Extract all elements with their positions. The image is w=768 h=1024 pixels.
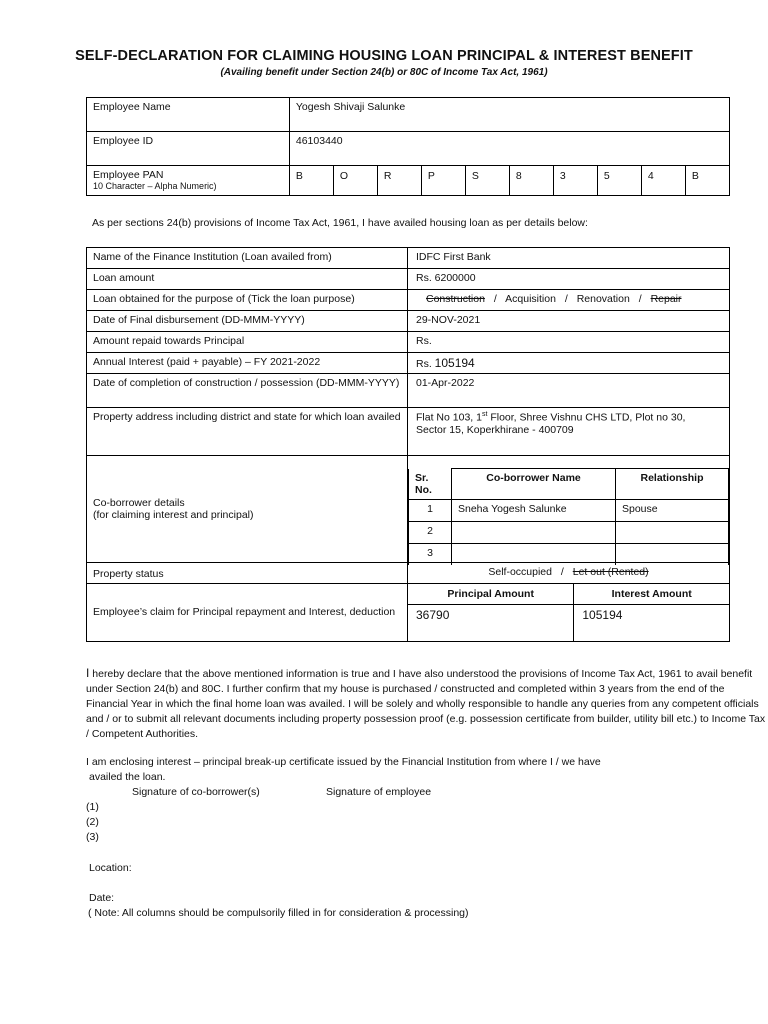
purpose-repair[interactable]: Repair [650,293,682,305]
property-status-label: Property status [87,563,408,584]
signature-item-3: (3) [86,831,99,843]
pan-char-9[interactable]: 4 [641,166,685,196]
pan-label-text: Employee PAN [93,169,164,181]
signature-item-2: (2) [86,816,99,828]
enclosing-line-1: I am enclosing interest – principal break-up certificate issued by the Financial Institution from where I / we have [86,756,601,768]
claim-label: Employee’s claim for Principal repayment and Interest, deduction [87,584,408,642]
coborrower-label-line2: (for claiming interest and principal) [93,509,254,521]
completion-label: Date of completion of construction / possession (DD-MMM-YYYY) [87,374,408,408]
separator: / [560,566,564,578]
pan-char-4[interactable]: P [421,166,465,196]
employee-name-value[interactable]: Yogesh Shivaji Salunke [289,98,729,132]
separator: / [564,293,568,305]
location-label: Location: [89,862,132,874]
purpose-acquisition[interactable]: Acquisition [505,293,556,305]
claim-cell [408,584,730,642]
cob-row-3-sr: 3 [409,543,452,565]
property-status-options [408,563,730,584]
cob-row-2-sr: 2 [409,521,452,543]
cob-row-1-sr: 1 [409,499,452,521]
intro-text: As per sections 24(b) provisions of Income Tax Act, 1961, I have availed housing loan as per details below: [92,217,588,229]
pan-char-5[interactable]: S [465,166,509,196]
disbursement-value[interactable]: 29-NOV-2021 [408,311,730,332]
employee-id-label: Employee ID [87,132,290,166]
pan-char-7[interactable]: 3 [553,166,597,196]
declaration-first-letter: I [86,666,90,680]
cob-row-2-relationship[interactable] [616,521,729,543]
employee-id-value[interactable]: 46103440 [289,132,729,166]
pan-char-3[interactable]: R [377,166,421,196]
address-line2: Sector 15, Koperkhirane - 400709 [416,423,574,436]
annual-interest-value[interactable] [408,353,730,374]
address-label: Property address including district and state for which loan availed [87,408,408,456]
address-value[interactable] [408,408,730,456]
cob-row-1-name[interactable]: Sneha Yogesh Salunke [452,499,616,521]
institution-label: Name of the Finance Institution (Loan availed from) [87,248,408,269]
pan-char-8[interactable]: 5 [597,166,641,196]
pan-char-2[interactable]: O [333,166,377,196]
cob-row-1-relationship[interactable]: Spouse [616,499,729,521]
loan-amount-value[interactable]: Rs. 6200000 [408,269,730,290]
purpose-construction[interactable]: Construction [426,293,485,305]
pan-char-6[interactable]: 8 [509,166,553,196]
interest-amount: 105194 [434,356,475,370]
purpose-options [408,290,730,311]
claim-interest-value[interactable]: 105194 [574,604,729,641]
cob-header-relationship: Relationship [616,469,729,500]
coborrower-table [408,468,729,565]
annual-interest-label: Annual Interest (paid + payable) – FY 2021-2022 [87,353,408,374]
pan-format-note: 10 Character – Alpha Numeric) [93,181,217,191]
claim-header-principal: Principal Amount [408,584,574,604]
institution-value[interactable]: IDFC First Bank [408,248,730,269]
status-let-out[interactable]: Let out (Rented) [572,566,649,578]
claim-table [408,584,729,641]
signature-item-1: (1) [86,801,99,813]
claim-header-interest: Interest Amount [574,584,729,604]
employee-table [86,97,730,196]
enclosing-line-2: availed the loan. [89,771,166,783]
disbursement-label: Date of Final disbursement (DD-MMM-YYYY) [87,311,408,332]
employee-name-label: Employee Name [87,98,290,132]
date-label: Date: [89,892,115,904]
address-line1-b: Floor, Shree Vishnu CHS LTD, Plot no 30, [487,411,686,424]
claim-principal-value[interactable]: 36790 [408,604,574,641]
separator: / [493,293,497,305]
status-self-occupied[interactable]: Self-occupied [488,566,552,578]
employee-pan-label [87,166,290,196]
signature-coborrower-label: Signature of co-borrower(s) [132,786,260,798]
form-title: SELF-DECLARATION FOR CLAIMING HOUSING LOAN PRINCIPAL & INTEREST BENEFIT [75,48,693,64]
form-subtitle: (Availing benefit under Section 24(b) or 80C of Income Tax Act, 1961) [220,67,548,78]
note-text: ( Note: All columns should be compulsorily filled in for consideration & processing) [88,907,469,919]
principal-repaid-value[interactable]: Rs. [408,332,730,353]
pan-char-1[interactable]: B [289,166,333,196]
principal-repaid-label: Amount repaid towards Principal [87,332,408,353]
purpose-label: Loan obtained for the purpose of (Tick the loan purpose) [87,290,408,311]
signature-employee-label: Signature of employee [326,786,432,798]
completion-value[interactable]: 01-Apr-2022 [408,374,730,408]
cob-header-name: Co-borrower Name [452,469,616,500]
coborrower-label [87,456,408,563]
cob-header-sr: Sr. No. [409,469,452,500]
declaration-paragraph [86,666,766,742]
coborrower-label-line1: Co-borrower details [93,497,185,509]
coborrower-cell [408,456,730,563]
cob-row-2-name[interactable] [452,521,616,543]
pan-char-10[interactable]: B [685,166,729,196]
purpose-renovation[interactable]: Renovation [576,293,630,305]
separator: / [638,293,642,305]
address-line1-a: Flat No 103, 1 [416,411,482,424]
address-line1-sup: st [481,411,488,418]
loan-table [86,247,730,642]
loan-amount-label: Loan amount [87,269,408,290]
declaration-text: hereby declare that the above mentioned information is true and I have also understood the provisions of Income Tax Act, 1961 to avail benefit under Section 24(b) and 80C. I further confirm that my house is purchased / constructed and completed within 3 years from the end of the Financial Year in which the final home loan was availed. I will be solely and wholly responsible to handle any queries from any competent officials and / or to submit all relevant documents including property possession proof (e.g. possession certificate from builder, utility bill etc.) to Income Tax / Competent Authorities. [86,668,766,740]
interest-prefix: Rs. [416,358,432,370]
